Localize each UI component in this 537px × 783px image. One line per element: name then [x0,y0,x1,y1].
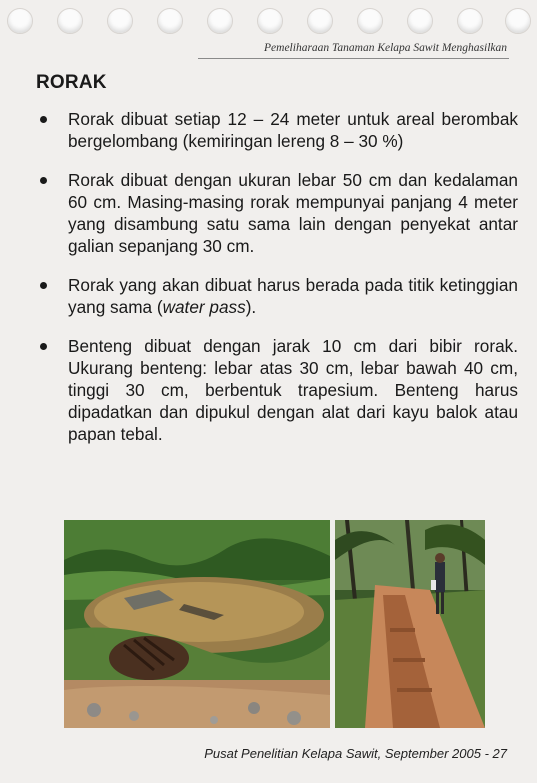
bullet-dot [40,177,47,184]
bullet-item [36,335,518,445]
bullet-list [36,108,518,462]
bullet-text: Benteng dibuat dengan jarak 10 cm dari bibir rorak. Ukurang benteng: lebar atas 30 cm, lebar bawah 40 cm, tinggi 30 cm, berbentuk trapesium. Benteng harus dipadatkan dan dipukul dengan alat dari kayu balok atau papan tebal. [68,336,518,444]
binding-hole [107,8,133,34]
binding-hole [257,8,283,34]
italic-term: water pass [162,297,246,317]
binding-hole [7,8,33,34]
binding-hole [357,8,383,34]
header-rule [198,58,509,59]
bullet-text [68,274,518,318]
bullet-text: Rorak dibuat setiap 12 – 24 meter untuk areal berombak bergelombang (kemiringan lereng 8 – 30 %) [68,109,518,151]
bullet-dot [40,282,47,289]
photo-rorak-trench [335,520,485,728]
page-footer: Pusat Penelitian Kelapa Sawit, September 2005 - 27 [204,746,507,761]
bullet-item [36,108,518,152]
binding-hole [457,8,483,34]
binding-hole [407,8,433,34]
binding-hole [207,8,233,34]
photo-rorak-water [64,520,330,728]
section-title: RORAK [36,72,107,93]
bullet-dot [40,343,47,350]
bullet-text-before: Rorak yang akan dibuat harus berada pada titik ketinggian yang sama ( [68,275,518,317]
running-header: Pemeliharaan Tanaman Kelapa Sawit Menghasilkan [264,42,507,54]
binding-holes [0,6,537,40]
bullet-item [36,169,518,257]
bullet-item [36,274,518,318]
bullet-text: Rorak dibuat dengan ukuran lebar 50 cm dan kedalaman 60 cm. Masing-masing rorak mempunyai panjang 4 meter yang disambung satu sama lain dengan penyekat antar galian sepanjang 30 cm. [68,170,518,256]
bullet-dot [40,116,47,123]
bullet-text-after: ). [245,297,257,317]
binding-hole [157,8,183,34]
binding-hole [505,8,531,34]
binding-hole [57,8,83,34]
binding-hole [307,8,333,34]
